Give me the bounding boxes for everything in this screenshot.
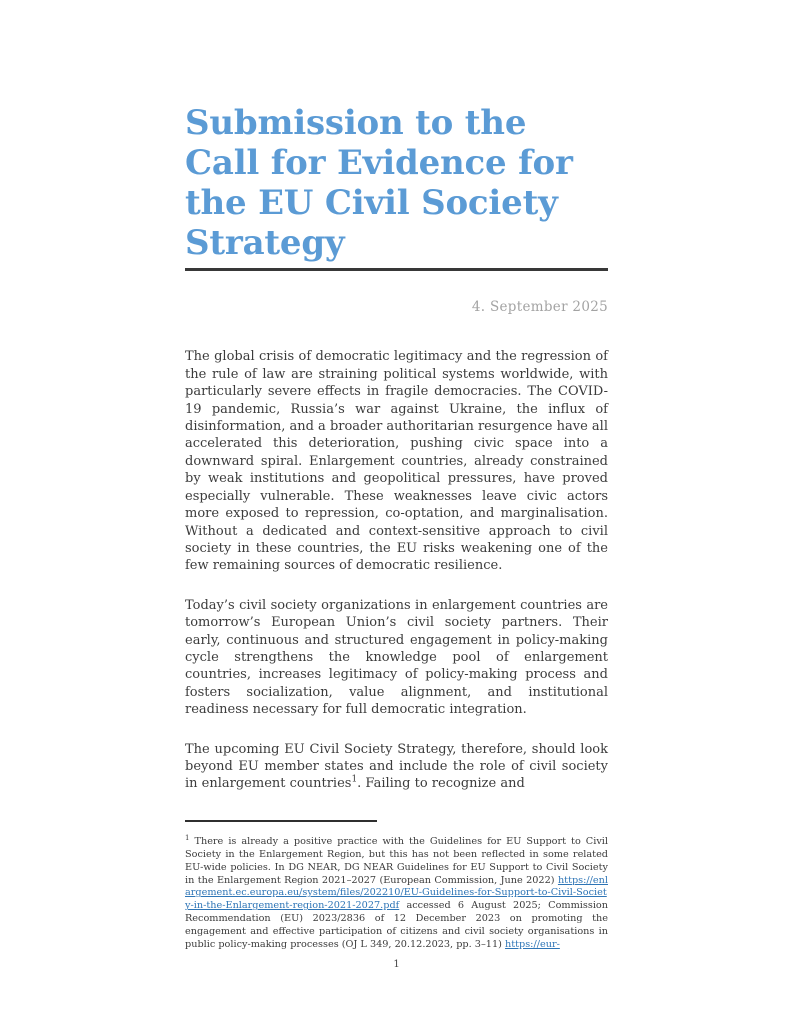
body-paragraph-2: Today’s civil society organizations in enlargement countries are tomorrow’s European Union’s civil society partners. Their early, continuous and structured engagement in policy-making cycle strengthens the knowledge pool of enlargement countries, increases legitimacy of policy-making process and fosters socialization, value alignment, and institutional readiness necessary for full democratic integration.: [185, 597, 608, 718]
footnote: [185, 833, 608, 952]
paragraph-3-text: The upcoming EU Civil Society Strategy, therefore, should look beyond EU member states and include the role of civil society in enlargement countries: [185, 741, 608, 792]
footnote-text-2: accessed 6 August 2025; Commission Recommendation (EU) 2023/2836 of 12 December 2023 on promoting the engagement and effective participation of citizens and civil society organisations in public policy-making processes (OJ L 349, 20.12.2023, pp. 3–11): [185, 900, 608, 951]
paragraph-3-text-after: . Failing to recognize and: [357, 776, 525, 792]
footnote-link-eu-guidelines[interactable]: https://enlargement.ec.europa.eu/system/files/202210/EU-Guidelines-for-Support-to-Civil-Society-in-the-Enlargement-region-2021-2027.pdf: [185, 874, 608, 912]
footnote-link-eurlex[interactable]: https://eur-: [504, 939, 560, 951]
page-title: Submission to the Call for Evidence for the EU Civil Society Strategy: [185, 103, 573, 264]
footnote-separator-rule: [185, 820, 377, 822]
body-paragraph-1: The global crisis of democratic legitimacy and the regression of the rule of law are straining political systems worldwide, with particularly severe effects in fragile democracies. The COVID-19 pandemic, Russia’s war against Ukraine, the influx of disinformation, and a broader authoritarian resurgence have all accelerated this deterioration, pushing civic space into a downward spiral. Enlargement countries, already constrained by weak institutions and geopolitical pressures, have proved especially vulnerable. These weaknesses leave civic actors more exposed to repression, co-optation, and marginalisation. Without a dedicated and context-sensitive approach to civil society in these countries, the EU risks weakening one of the few remaining sources of democratic resilience.: [185, 349, 608, 574]
title-underline-rule: [185, 268, 608, 271]
footnote-marker: 1: [185, 833, 190, 842]
body-paragraph-3: [185, 741, 608, 793]
page-number: 1: [393, 958, 400, 970]
document-date: 4. September 2025: [471, 299, 608, 316]
footnote-reference-mark: 1: [351, 775, 358, 786]
footnote-text-1: There is already a positive practice with the Guidelines for EU Support to Civil Society in the Enlargement Region, but this has not been reflected in some related EU-wide policies. In DG NEAR, DG NEAR Guidelines for EU Support to Civil Society in the Enlargement Region 2021–2027 (European Commission, June 2022): [185, 835, 608, 886]
